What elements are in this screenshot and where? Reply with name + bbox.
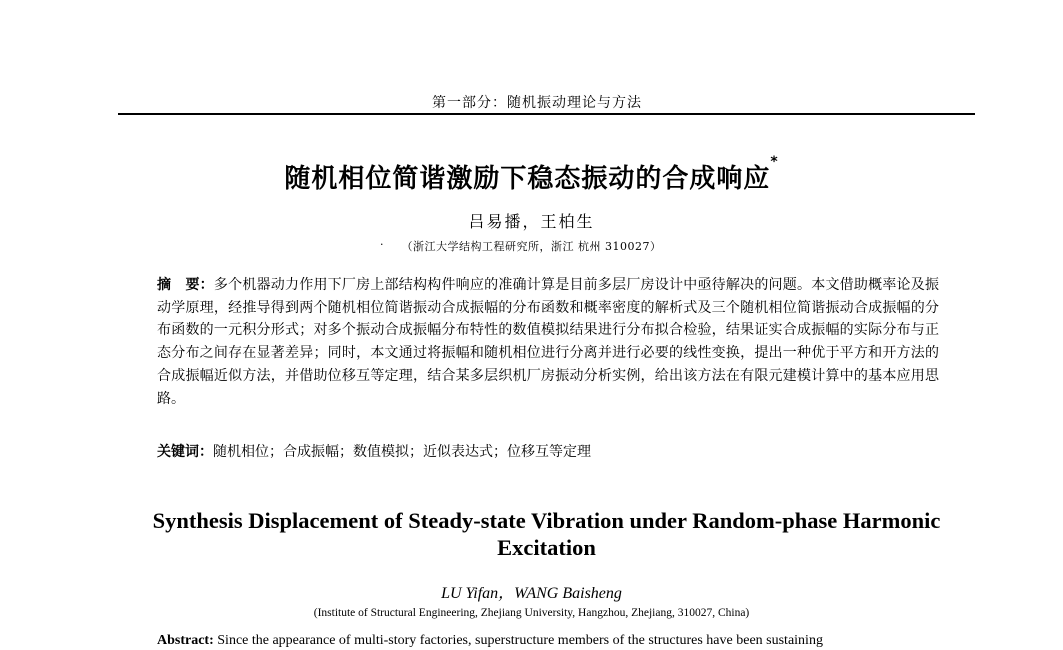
affiliation-mark: · [380, 238, 384, 251]
abstract-en-label: Abstract: [157, 633, 214, 648]
running-header: 第一部分：随机振动理论与方法 [432, 95, 642, 111]
abstract-cn [157, 274, 939, 410]
authors-cn: 吕易播，王柏生 [468, 212, 595, 231]
abstract-cn-label: 摘 要： [157, 277, 214, 293]
paper-title-en: Synthesis Displacement of Steady-state Vibration under Random-phase Harmonic Excitation [152, 508, 941, 560]
paper-title-cn-text: 随机相位简谐激励下稳态振动的合成响应 [284, 164, 771, 194]
keywords-cn-label: 关键词： [157, 444, 213, 460]
authors-en: LU Yifan，WANG Baisheng [441, 585, 622, 602]
affiliation-cn [0, 238, 1063, 254]
header-divider [118, 113, 975, 115]
keywords-cn-text: 随机相位；合成振幅；数值模拟；近似表达式；位移互等定理 [213, 444, 591, 460]
affiliation-cn-text: （浙江大学结构工程研究所，浙江 杭州 310027） [401, 240, 662, 253]
abstract-en [157, 632, 939, 650]
abstract-en-text: Since the appearance of multi-story factories, superstructure members of the structures have been sustaining [217, 633, 823, 648]
affiliation-en: (Institute of Structural Engineering, Zhejiang University, Hangzhou, Zhejiang, 310027, China) [313, 607, 750, 619]
paper-title-cn [0, 154, 1063, 195]
keywords-cn [157, 442, 939, 462]
abstract-cn-text: 多个机器动力作用下厂房上部结构构件响应的准确计算是目前多层厂房设计中亟待解决的问题。本文借助概率论及振动学原理，经推导得到两个随机相位简谐振动合成振幅的分布函数和概率密度的解析式及三个随机相位简谐振动合成振幅的分布函数的一元积分形式；对多个振动合成振幅分布特性的数值模拟结果进行分布拟合检验，结果证实合成振幅的实际分布与正态分布之间存在显著差异；同时，本文通过将振幅和随机相位进行分离并进行必要的线性变换，提出一种优于平方和开方法的合成振幅近似方法，并借助位移互等定理，结合某多层织机厂房振动分析实例，给出该方法在有限元建模计算中的基本应用思路。 [157, 277, 939, 407]
title-footnote-mark: * [770, 154, 779, 170]
